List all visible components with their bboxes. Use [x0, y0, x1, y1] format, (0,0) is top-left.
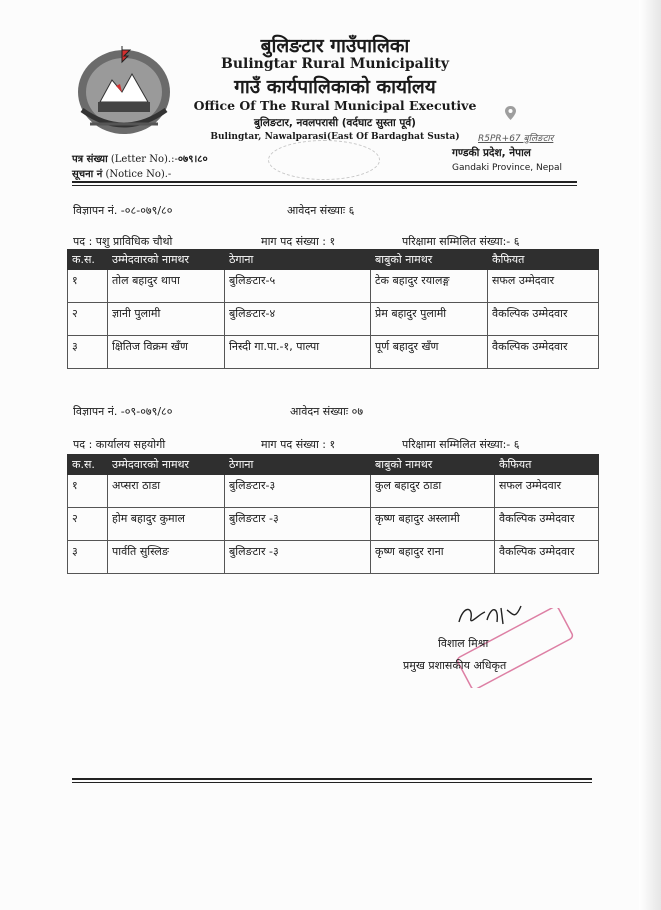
candidate-table-1 — [67, 249, 599, 369]
scan-edge-shadow — [639, 0, 661, 910]
table-header-row — [68, 250, 599, 270]
nepal-emblem-icon — [72, 40, 176, 138]
col-father: बाबुको नामथर — [371, 455, 495, 475]
footer-divider — [72, 778, 592, 780]
header-divider — [72, 181, 577, 183]
applications-2: आवेदन संख्याः ०७ — [290, 405, 364, 418]
post-2: पद : कार्यालय सहयोगी — [73, 438, 166, 451]
ad-number-2: विज्ञापन नं. -०९-०७९/८० — [73, 405, 173, 418]
plus-code: R5PR+67 बुलिङटार — [478, 134, 554, 144]
demand-2: माग पद संख्या : १ — [261, 438, 336, 451]
col-sn: क.स. — [68, 455, 108, 475]
footer-divider-thin — [72, 782, 592, 783]
table-row: २ होम बहादुर कुमाल बुलिङटार -३ कृष्ण बहादुर अस्लामी वैकल्पिक उम्मेदवार — [68, 508, 599, 541]
notice-number: सूचना नं (Notice No).- — [72, 169, 172, 180]
table-row: १ तोल बहादुर थापा बुलिङटार-५ टेक बहादुर रयालङ्ग सफल उम्मेदवार — [68, 270, 599, 303]
col-sn: क.स. — [68, 250, 108, 270]
address-np: बुलिङटार, नवलपरासी (वर्दघाट सुस्ता पूर्व) — [254, 117, 416, 129]
ad-number-1: विज्ञापन नं. -०८-०७९/८० — [73, 204, 173, 217]
signatory-name: विशाल मिश्रा — [438, 637, 489, 650]
exam-count-2: परिक्षामा सम्मिलित संख्या:- ६ — [402, 438, 520, 451]
applications-1: आवेदन संख्याः ६ — [287, 204, 355, 217]
exam-count-1: परिक्षामा सम्मिलित संख्या:- ६ — [402, 235, 520, 248]
municipality-name-en: Bulingtar Rural Municipality — [221, 56, 449, 72]
letter-number: पत्र संख्या (Letter No).:-०७९।८० — [72, 154, 208, 165]
table-row: २ ज्ञानी पुलामी बुलिङटार-४ प्रेम बहादुर पुलामी वैकल्पिक उम्मेदवार — [68, 303, 599, 336]
col-name: उम्मेदवारको नामथर — [108, 455, 225, 475]
post-1: पद : पशु प्राविधिक चौथो — [73, 235, 173, 248]
candidate-table-2 — [67, 454, 599, 574]
municipality-name-np: बुलिङटार गाउँपालिका — [260, 35, 410, 57]
table-row: ३ पार्वति सुस्लिङ बुलिङटार -३ कृष्ण बहादुर राना वैकल्पिक उम्मेदवार — [68, 541, 599, 574]
col-name: उम्मेदवारको नामथर — [108, 250, 225, 270]
table-row: १ अप्सरा ठाडा बुलिङटार-३ कुल बहादुर ठाडा सफल उम्मेदवार — [68, 475, 599, 508]
address-en: Bulingtar, Nawalparasi(East Of Bardaghat Susta) — [210, 132, 460, 142]
header-divider-thin — [72, 185, 577, 186]
province-en: Gandaki Province, Nepal — [452, 163, 563, 173]
col-remark: कैफियत — [495, 455, 599, 475]
col-father: बाबुको नामथर — [371, 250, 488, 270]
signature-mark — [455, 600, 525, 630]
office-name-np: गाउँ कार्यपालिकाको कार्यालय — [234, 76, 436, 98]
province-np: गण्डकी प्रदेश, नेपाल — [452, 147, 531, 159]
faint-stamp — [268, 140, 380, 180]
table-row: ३ क्षितिज विक्रम खँण निस्दी गा.पा.-१, पाल्पा पूर्ण बहादुर खँण वैकल्पिक उम्मेदवार — [68, 336, 599, 369]
col-address: ठेगाना — [225, 455, 371, 475]
col-remark: कैफियत — [488, 250, 599, 270]
table-header-row — [68, 455, 599, 475]
col-address: ठेगाना — [225, 250, 371, 270]
office-name-en: Office Of The Rural Municipal Executive — [193, 98, 477, 113]
demand-1: माग पद संख्या : १ — [261, 235, 336, 248]
signatory-title: प्रमुख प्रशासकीय अधिकृत — [403, 659, 507, 672]
location-pin-icon — [505, 106, 516, 120]
